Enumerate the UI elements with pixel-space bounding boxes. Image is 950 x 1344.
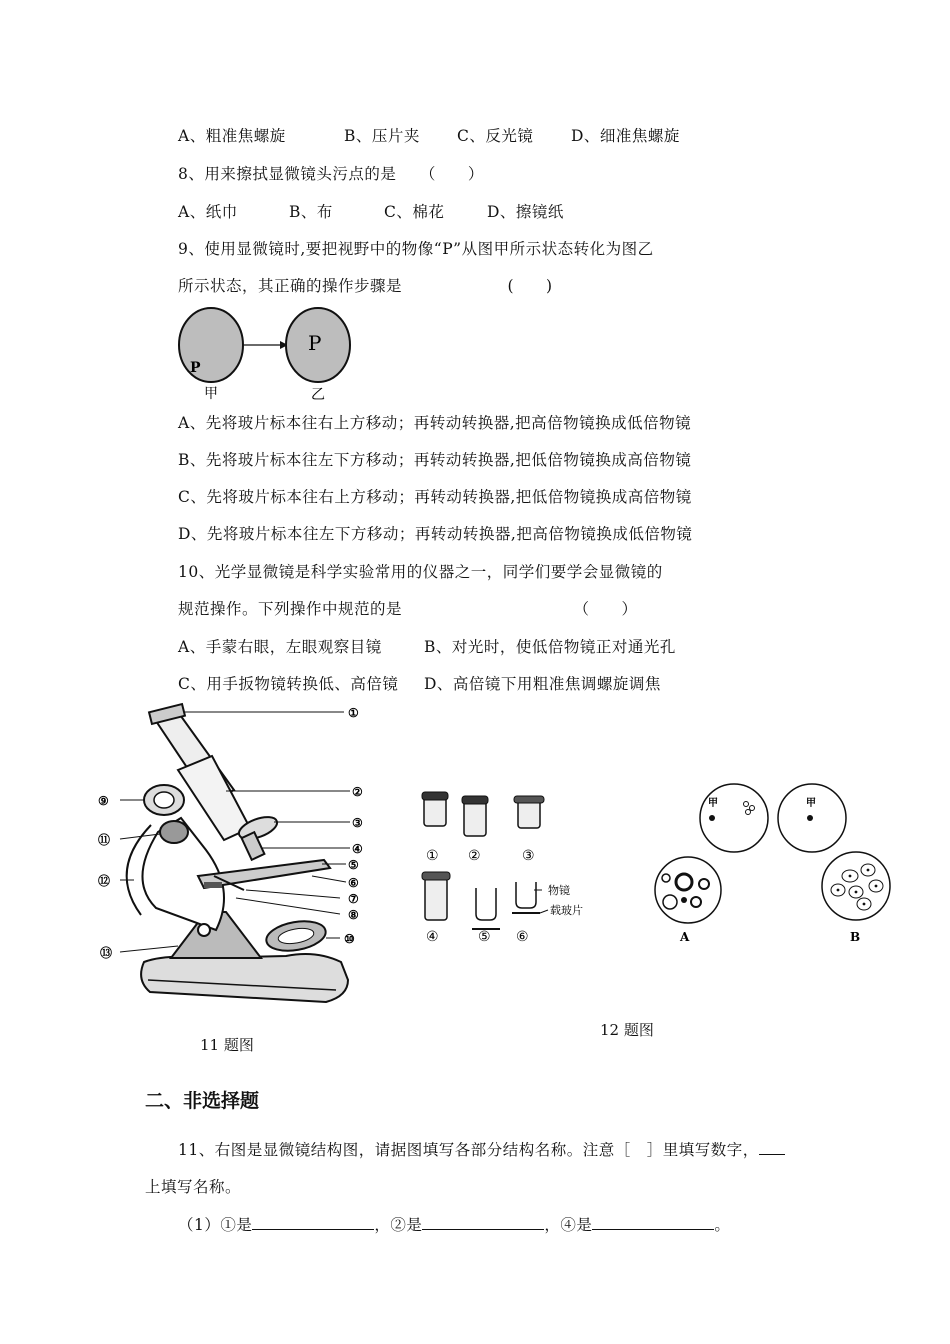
q8-stem-text: 8、用来擦拭显微镜头污点的是 — [178, 165, 397, 183]
fig12-caption: 12 题图 — [600, 1021, 654, 1039]
q9-option-a: A、先将玻片标本往右上方移动；再转动转换器,把高倍物镜换成低倍物镜 — [178, 414, 692, 432]
q10-option-b: B、对光时，使低倍物镜正对通光孔 — [424, 638, 676, 656]
view-b-label: B — [850, 930, 861, 944]
lens-4 — [422, 872, 450, 920]
fine-focus-knob — [160, 821, 188, 843]
label-12: ⑫ — [98, 874, 111, 888]
lens-number-3: ③ — [522, 848, 535, 864]
answer-blank-2[interactable] — [422, 1215, 544, 1230]
q9-label-yi: 乙 — [311, 387, 325, 403]
q9-stem-line2 — [178, 274, 553, 296]
view-jia-2-label: 甲 — [806, 798, 816, 809]
q11-blank-example — [759, 1140, 785, 1155]
field-of-view-diagram — [650, 780, 900, 946]
q7-option-b: B、压片夹 — [344, 127, 420, 145]
lens-number-6: ⑥ — [516, 929, 529, 945]
label-1: ① — [348, 706, 359, 720]
q8-options — [178, 200, 638, 222]
q10-option-c: C、用手扳物镜转换低、高倍镜 — [178, 675, 399, 693]
label-13: ⑬ — [100, 946, 113, 960]
q11-sub1 — [178, 1213, 730, 1235]
q11-sub1-part2: ，②是 — [374, 1216, 423, 1234]
label-6: ⑥ — [348, 876, 359, 890]
view-a-label: A — [680, 930, 690, 944]
label-7: ⑦ — [348, 892, 359, 906]
section-heading: 二、非选择题 — [145, 1090, 260, 1112]
label-11: ⑪ — [98, 833, 111, 847]
q9-letter-jia: P — [190, 360, 201, 376]
q9-label-jia: 甲 — [204, 386, 218, 402]
stage-clip — [204, 882, 222, 888]
label-10: ⑩ — [344, 932, 355, 946]
lens-1 — [422, 792, 448, 826]
q8-option-c: C、棉花 — [384, 203, 445, 221]
lens-number-5: ⑤ — [478, 929, 491, 945]
label-objective: 物镜 — [548, 884, 570, 897]
microscope-base — [141, 954, 348, 1002]
q8-option-b: B、布 — [289, 203, 333, 221]
q8-stem — [178, 162, 484, 184]
q10-stem-text: 规范操作。下列操作中规范的是 — [178, 600, 403, 618]
view-jia-1-label: 甲 — [708, 798, 718, 809]
label-3: ③ — [352, 816, 363, 830]
label-4: ④ — [352, 842, 363, 856]
q11-stem-text: 11、右图是显微镜结构图，请据图填写各部分结构名称。注意［ ］里填写数字， — [178, 1141, 759, 1159]
q8-option-d: D、擦镜纸 — [487, 203, 564, 221]
q11-sub1-part1: （1）①是 — [178, 1216, 253, 1234]
q10-option-a: A、手蒙右眼，左眼观察目镜 — [178, 638, 382, 656]
lens-number-4: ④ — [426, 929, 439, 945]
q10-options-row1 — [178, 635, 738, 657]
q7-option-a: A、粗准焦螺旋 — [178, 127, 286, 145]
q10-options-row2 — [178, 672, 738, 694]
q7-option-d: D、细准焦螺旋 — [571, 127, 680, 145]
q8-answer-paren: （ ） — [419, 165, 484, 183]
q11-sub1-part3: ，④是 — [544, 1216, 593, 1234]
q10-answer-paren: （ ） — [573, 600, 638, 618]
fig11-caption: 11 题图 — [200, 1036, 254, 1054]
q10-option-d: D、高倍镜下用粗准焦调螺旋调焦 — [424, 675, 661, 693]
q11-stem-line2: 上填写名称。 — [145, 1178, 242, 1196]
q9-figure — [174, 300, 364, 404]
label-slide: 载玻片 — [550, 904, 583, 917]
label-5: ⑤ — [348, 858, 359, 872]
q9-stem-text: 所示状态，其正确的操作步骤是 — [178, 277, 403, 295]
answer-blank-1[interactable] — [252, 1215, 374, 1230]
label-9: ⑨ — [98, 794, 109, 808]
q9-field-jia — [179, 308, 243, 382]
q9-answer-paren: ( ) — [507, 277, 553, 295]
q8-option-a: A、纸巾 — [178, 203, 238, 221]
lens-2 — [462, 796, 488, 836]
lens-number-1: ① — [426, 848, 439, 864]
label-2: ② — [352, 785, 363, 799]
lens-number-2: ② — [468, 848, 481, 864]
lens-3 — [514, 796, 544, 828]
q11-sub1-part4: 。 — [714, 1216, 731, 1234]
q9-stem-line1: 9、使用显微镜时,要把视野中的物像“P”从图甲所示状态转化为图乙 — [178, 240, 654, 258]
q7-options — [178, 124, 718, 146]
q10-stem-line2 — [178, 597, 637, 619]
q9-letter-yi: P — [308, 331, 322, 355]
lens-5 — [472, 888, 500, 929]
microscope-diagram — [86, 700, 376, 1012]
lens-diagram — [412, 786, 612, 948]
q10-stem-line1: 10、光学显微镜是科学实验常用的仪器之一，同学们要学会显微镜的 — [178, 563, 663, 581]
lens-6 — [512, 882, 540, 913]
q9-option-d: D、先将玻片标本往左下方移动；再转动转换器,把高倍物镜换成低倍物镜 — [178, 525, 693, 543]
q11-stem-line1 — [178, 1138, 785, 1160]
q7-option-c: C、反光镜 — [457, 127, 534, 145]
q9-option-c: C、先将玻片标本往右上方移动；再转动转换器,把低倍物镜换成高倍物镜 — [178, 488, 692, 506]
q9-option-b: B、先将玻片标本往左下方移动；再转动转换器,把低倍物镜换成高倍物镜 — [178, 451, 692, 469]
label-8: ⑧ — [348, 908, 359, 922]
answer-blank-4[interactable] — [592, 1215, 714, 1230]
